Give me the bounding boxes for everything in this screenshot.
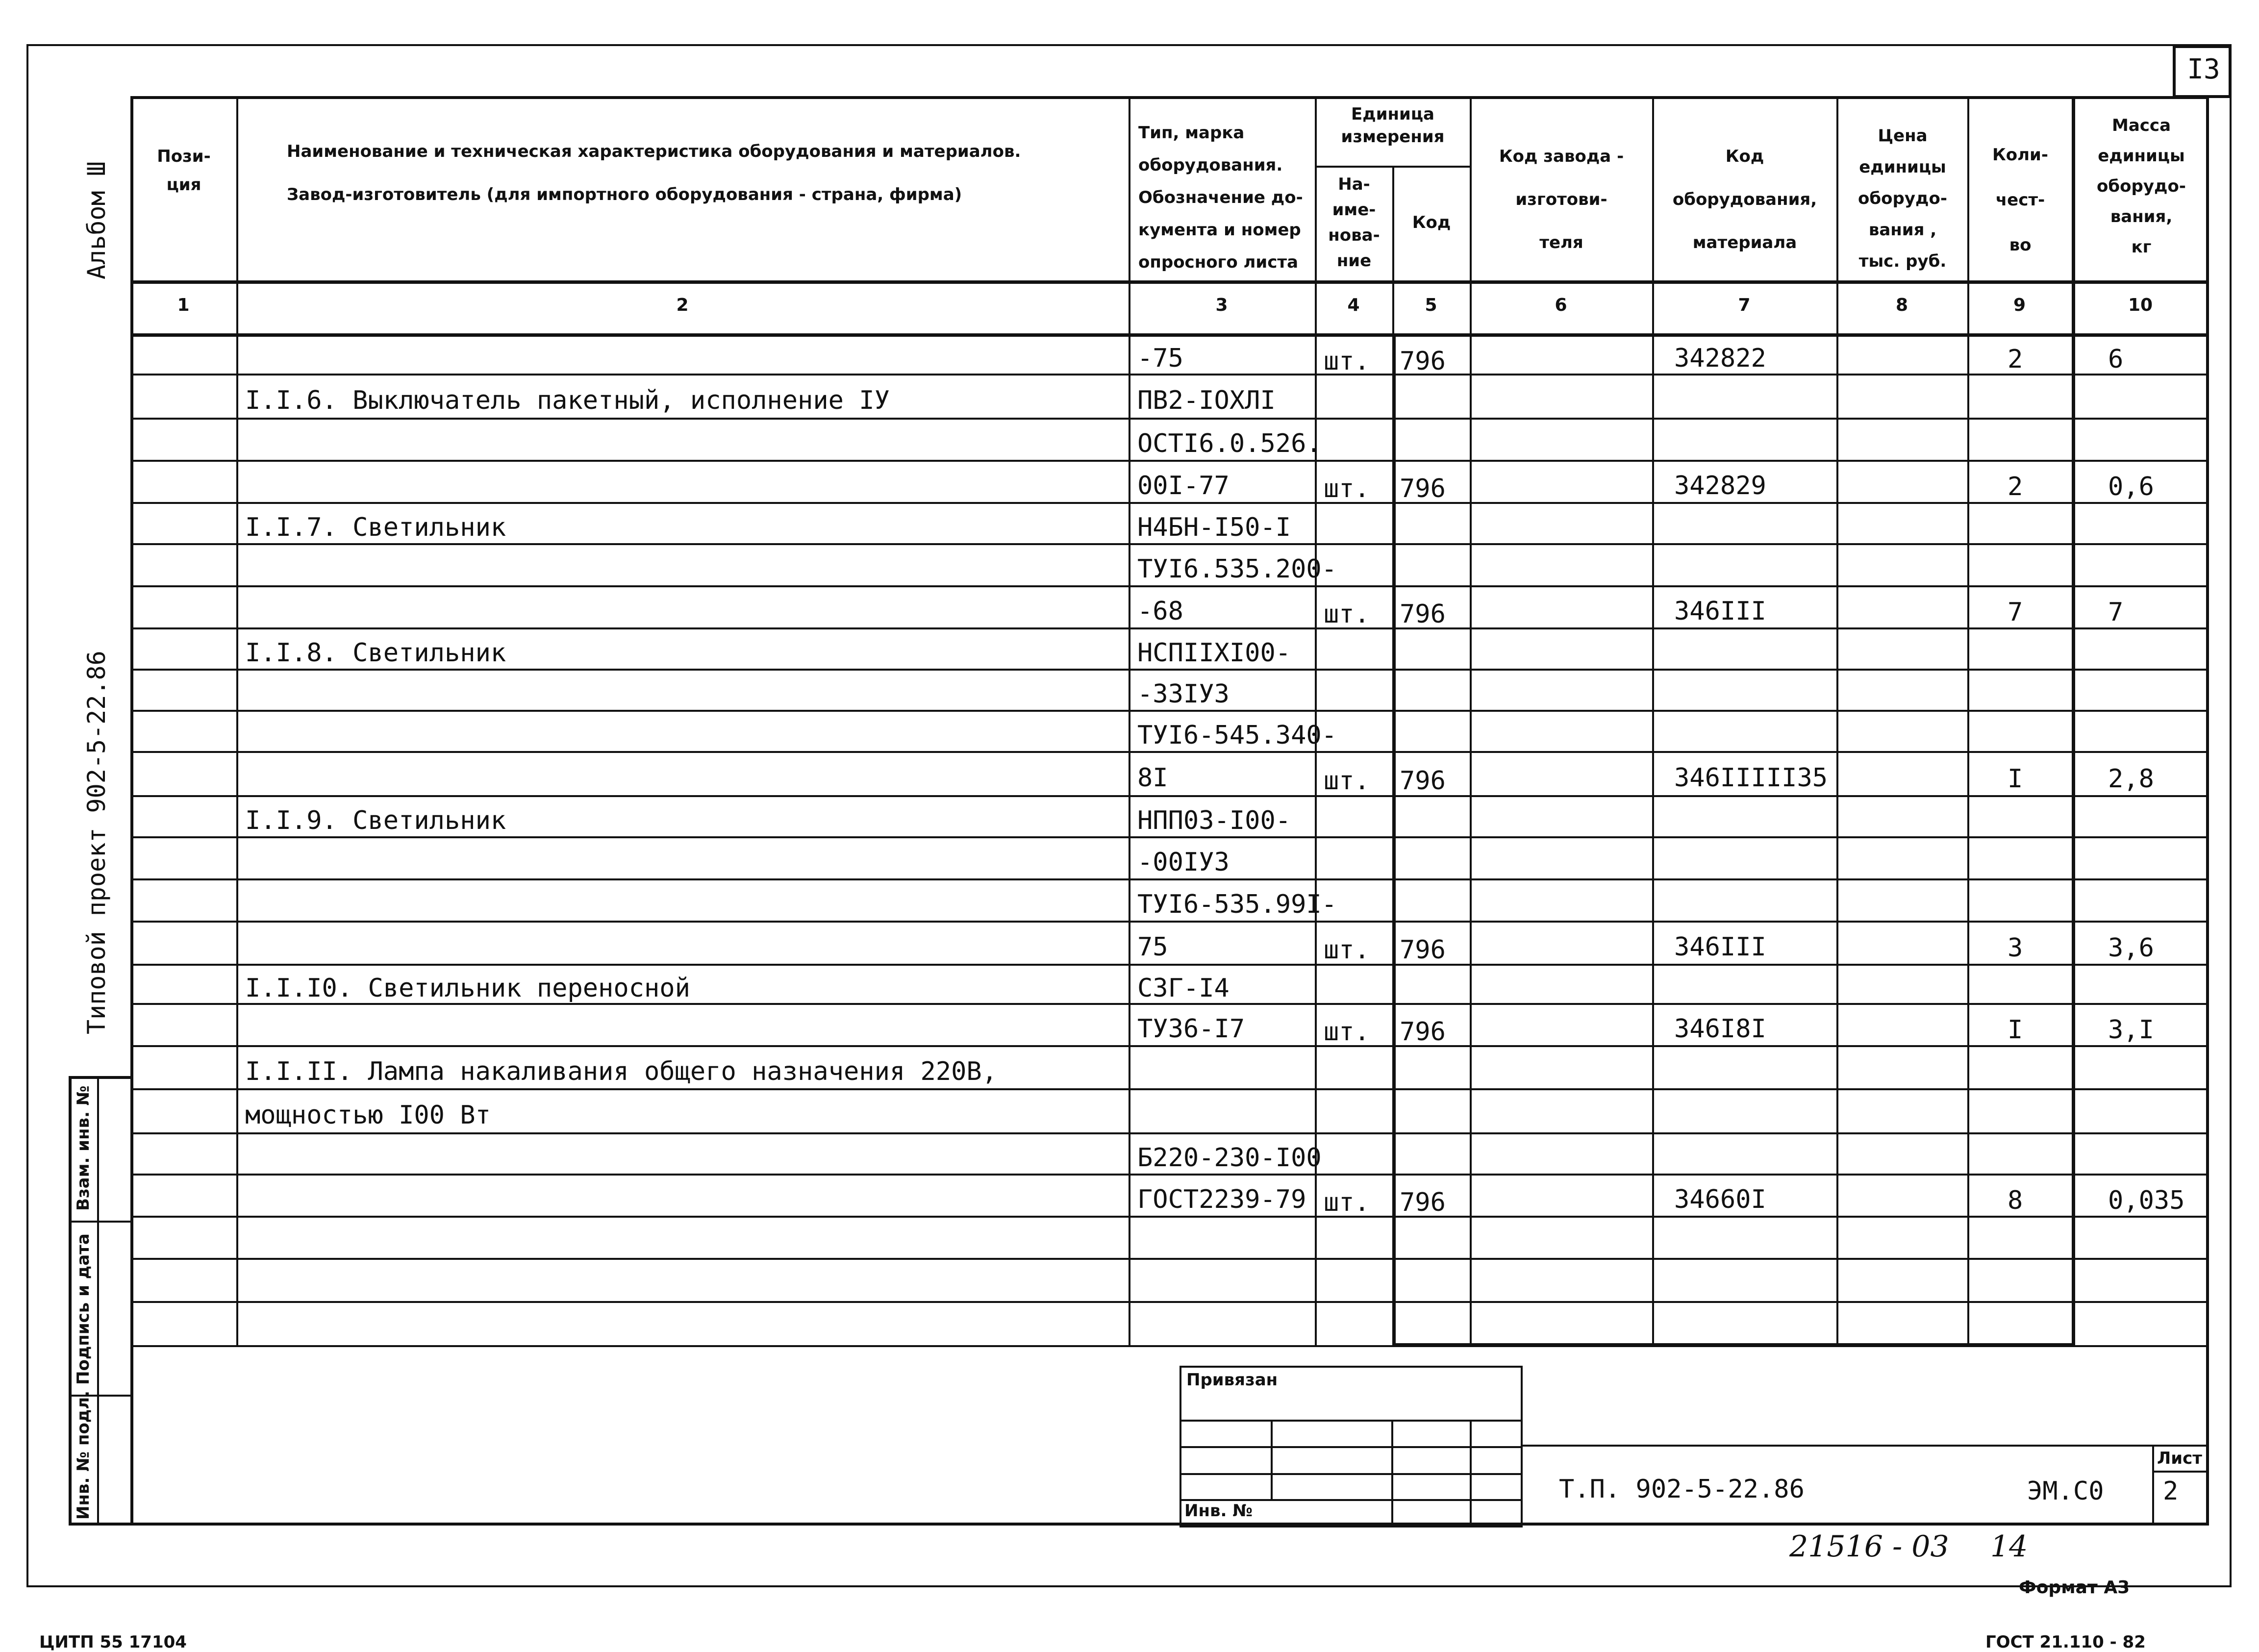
header-col-3-line: опросного листа [1138, 252, 1299, 272]
table-row-divider [130, 1174, 2209, 1176]
table-row-divider [130, 1088, 2209, 1090]
column-number: 6 [1555, 295, 1567, 315]
column-number: 9 [2013, 295, 2026, 315]
list-number: 2 [2163, 1477, 2179, 1506]
cell-qty: 7 [2008, 598, 2023, 627]
album-label: Альбом Ш [82, 161, 111, 279]
table-row-divider [130, 1003, 2209, 1005]
table-row-divider [130, 878, 2209, 880]
header-col-2-line1: Наименование и техническая характеристика оборудования и материалов. [287, 142, 1021, 161]
header-col-8-line: тыс. руб. [1858, 251, 1947, 271]
cell-unit: шт. [1324, 600, 1370, 629]
cell-name: I.I.II. Лампа накаливания общего назначения 220В, [245, 1057, 998, 1086]
cell-mass: 6 [2108, 345, 2124, 374]
column-number: 4 [1347, 295, 1360, 315]
header-col-3-line: Тип, марка [1138, 123, 1245, 143]
header-col-8-line: единицы [1859, 157, 1946, 177]
format-label: Формат А3 [2019, 1577, 2130, 1598]
cell-type: -68 [1137, 597, 1183, 626]
column-number: 1 [177, 295, 190, 315]
header-col-3-line: оборудования. [1138, 155, 1283, 175]
cell-mat: 346III [1674, 597, 1766, 626]
header-col-9-line: чест- [1995, 190, 2045, 210]
stamp-doc-code: ЭМ.С0 [2027, 1477, 2104, 1506]
sheet-number-top: I3 [2187, 53, 2220, 85]
table-row-divider [130, 374, 2209, 375]
cell-name: I.I.9. Светильник [245, 806, 506, 835]
cell-mat: 346IIIII35 [1674, 763, 1828, 793]
header-col-4-line: ние [1336, 251, 1372, 271]
cell-qty: I [2008, 764, 2023, 794]
table-row-divider [130, 836, 2209, 838]
cell-type: 8I [1137, 763, 1168, 793]
cell-mat: 346III [1674, 932, 1766, 962]
header-col-5: Код [1412, 213, 1451, 232]
table-row-divider [130, 418, 2209, 420]
privyazan-label: Привязан [1186, 1370, 1278, 1390]
header-col-3 [1138, 117, 1310, 278]
header-col-2-line2: Завод-изготовитель (для импортного оборудования - страна, фирма) [287, 185, 962, 204]
header-col-10-line: кг [2131, 237, 2152, 257]
header-col-10-line: единицы [2098, 146, 2185, 166]
cell-name: I.I.6. Выключатель пакетный, исполнение IУ [245, 386, 890, 415]
header-col-8-line: оборудо- [1858, 189, 1947, 208]
cell-code: 796 [1400, 347, 1446, 376]
header-col-7 [1654, 135, 1835, 264]
table-row-divider [130, 1045, 2209, 1047]
cell-type: 00I-77 [1137, 471, 1230, 501]
cell-mass: 0,6 [2108, 472, 2154, 501]
footer-right: ГОСТ 21.110 - 82 [1985, 1632, 2146, 1652]
inv-label: Инв. № [1184, 1501, 1253, 1521]
header-col-7-line: материала [1692, 233, 1797, 252]
table-row-divider [130, 964, 2209, 966]
stamp-inv-label: Инв. № подл. [74, 1390, 93, 1520]
column-number: 8 [1895, 295, 1908, 315]
cell-type: ГОСТ2239-79 [1137, 1185, 1306, 1214]
cell-code: 796 [1400, 935, 1446, 965]
header-col-10-line: оборудо- [2097, 176, 2186, 196]
table-row-divider [130, 710, 2209, 712]
cell-type: -33IУ3 [1137, 679, 1230, 709]
cell-mass: 3,6 [2108, 933, 2154, 963]
column-number: 2 [676, 295, 689, 315]
header-col-1 [142, 142, 226, 199]
cell-type: НСПIIХI00- [1137, 638, 1291, 668]
cell-qty: 2 [2008, 345, 2023, 374]
handwritten-page: 14 [1990, 1529, 2028, 1564]
table-row-divider [130, 1345, 2209, 1347]
footer-left: ЦИТП 55 17104 [39, 1632, 187, 1652]
stamp-vzam-label: Взам. инв. № [74, 1085, 93, 1211]
stamp-sign-label: Подпись и дата [74, 1233, 93, 1385]
cell-type: 75 [1137, 932, 1168, 962]
header-col-6-line: Код завода - [1499, 147, 1624, 166]
column-number: 10 [2128, 295, 2153, 315]
header-col-7-line: оборудования, [1672, 190, 1817, 209]
cell-name: I.I.7. Светильник [245, 513, 506, 542]
cell-unit: шт. [1324, 347, 1370, 376]
cell-type: НПП03-I00- [1137, 806, 1291, 835]
table-row-divider [130, 1301, 2209, 1303]
cell-type: С3Г-I4 [1137, 974, 1230, 1003]
cell-unit: шт. [1324, 474, 1370, 503]
handwritten-code: 21516 - 03 [1789, 1529, 1949, 1564]
cell-type: ТУ36-I7 [1137, 1014, 1245, 1044]
header-col-8-line: Цена [1878, 126, 1928, 146]
header-col-3-line: кумента и номер [1138, 220, 1301, 240]
table-row-divider [130, 669, 2209, 671]
cell-unit: шт. [1324, 766, 1370, 796]
cell-type: Н4БН-I50-I [1137, 513, 1291, 542]
cell-qty: 3 [2008, 933, 2023, 963]
cell-mass: 3,I [2108, 1015, 2154, 1045]
header-col-6 [1472, 135, 1651, 264]
header-col-6-line: теля [1539, 233, 1583, 252]
table-row-divider [130, 1258, 2209, 1260]
header-col-7-line: Код [1725, 147, 1764, 166]
header-unit [1317, 103, 1469, 148]
header-col-10-line: Масса [2111, 116, 2171, 135]
cell-type: -00IУ3 [1137, 848, 1230, 877]
cell-qty: 8 [2008, 1186, 2023, 1215]
header-col-9-line: Коли- [1992, 145, 2048, 165]
cell-qty: 2 [2008, 472, 2023, 501]
cell-unit: шт. [1324, 1017, 1370, 1047]
header-unit-line: Единица [1351, 104, 1434, 124]
cell-code: 796 [1400, 1017, 1446, 1047]
table-row-divider [130, 1216, 2209, 1218]
cell-type: ТУI6-545.340- [1137, 721, 1337, 750]
header-col-10-line: вания, [2110, 207, 2173, 226]
table-row-divider [130, 585, 2209, 587]
cell-name: мощностью I00 Вт [245, 1101, 491, 1130]
header-col-4-line: нова- [1328, 225, 1380, 245]
header-col-1-line: Пози- [157, 147, 211, 166]
header-col-3-line: Обозначение до- [1138, 188, 1303, 207]
cell-type: Б220-230-I00 [1137, 1143, 1322, 1173]
stamp-designation: Т.П. 902-5-22.86 [1559, 1475, 1805, 1504]
cell-code: 796 [1400, 600, 1446, 629]
cell-mat: 346I8I [1674, 1014, 1766, 1044]
cell-mass: 0,035 [2108, 1186, 2185, 1215]
column-number: 7 [1738, 295, 1751, 315]
table-row-divider [130, 751, 2209, 753]
header-col-4 [1317, 172, 1391, 274]
project-label: Типовой проект 902-5-22.86 [82, 651, 111, 1034]
cell-type: ОСТI6.0.526. [1137, 429, 1322, 458]
table-row-divider [130, 1132, 2209, 1134]
header-col-8 [1838, 120, 1967, 277]
header-col-10 [2075, 110, 2208, 262]
table-row-divider [130, 502, 2209, 504]
header-col-9 [1969, 132, 2071, 268]
cell-mass: 7 [2108, 598, 2124, 627]
cell-code: 796 [1400, 1188, 1446, 1217]
cell-qty: I [2008, 1015, 2023, 1045]
header-col-2 [287, 137, 1120, 209]
table-row-divider [130, 795, 2209, 797]
cell-code: 796 [1400, 766, 1446, 796]
cell-mat: 342829 [1674, 471, 1766, 501]
header-col-8-line: вания , [1868, 220, 1937, 240]
header-col-1-line: ция [166, 175, 201, 195]
table-row-divider [130, 627, 2209, 629]
list-label: Лист [2157, 1449, 2202, 1468]
header-col-4-line: На- [1338, 175, 1370, 194]
cell-unit: шт. [1324, 935, 1370, 965]
cell-mat: 342822 [1674, 344, 1766, 373]
header-unit-line: измерения [1341, 127, 1445, 147]
cell-unit: шт. [1324, 1188, 1370, 1217]
cell-name: I.I.I0. Светильник переносной [245, 974, 690, 1003]
cell-code: 796 [1400, 474, 1446, 503]
column-number: 3 [1215, 295, 1228, 315]
cell-mass: 2,8 [2108, 764, 2154, 794]
table-row-divider [130, 921, 2209, 923]
header-col-9-line: во [2009, 235, 2032, 255]
header-col-6-line: изготови- [1515, 190, 1607, 209]
column-number: 5 [1425, 295, 1437, 315]
table-row-divider [130, 543, 2209, 545]
cell-mat: 34660I [1674, 1185, 1766, 1214]
cell-name: I.I.8. Светильник [245, 638, 506, 668]
table-row-divider [130, 460, 2209, 462]
cell-type: ТУI6.535.200- [1137, 554, 1337, 584]
cell-type: ПВ2-IОХЛI [1137, 386, 1276, 415]
header-col-4-line: име- [1332, 200, 1376, 220]
cell-type: ТУI6-535.99I- [1137, 890, 1337, 919]
cell-type: -75 [1137, 344, 1183, 373]
